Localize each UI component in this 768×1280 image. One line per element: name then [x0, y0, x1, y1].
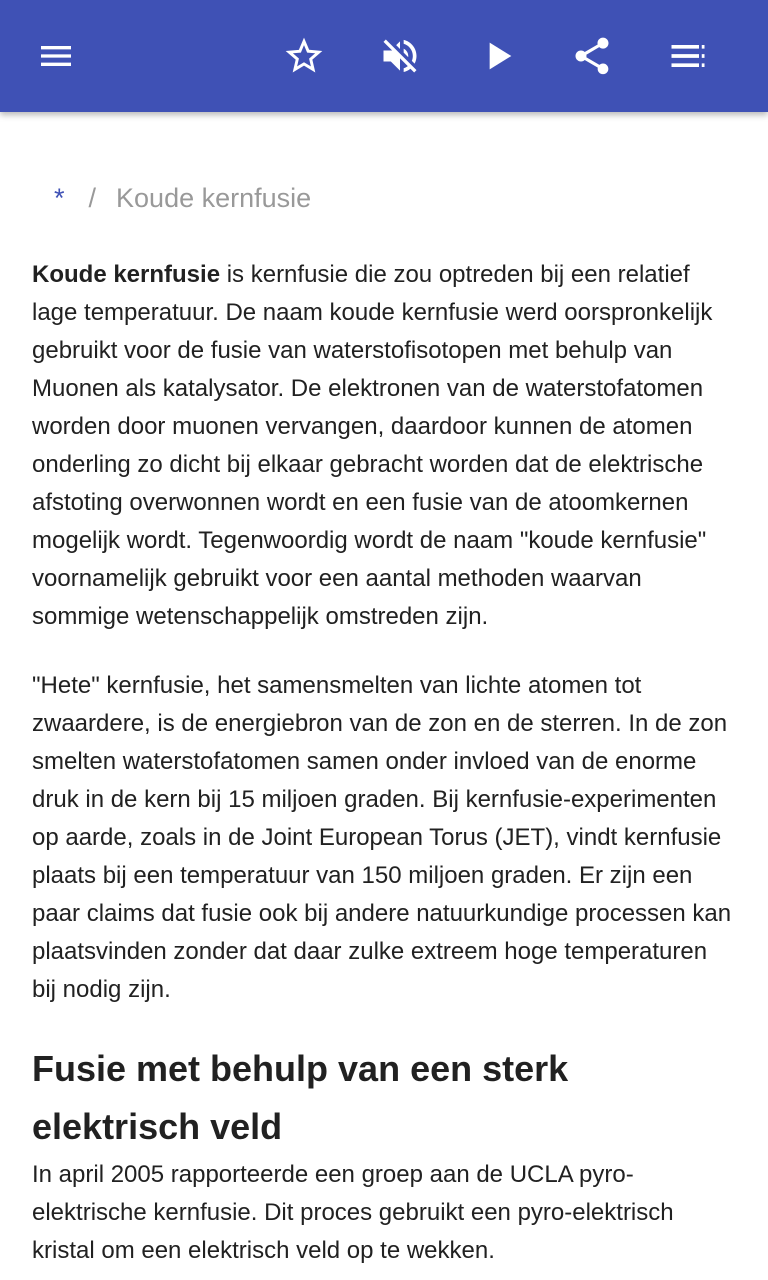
intro-paragraph	[32, 256, 736, 636]
table-of-contents-button[interactable]	[660, 28, 716, 84]
star-outline-icon	[282, 34, 326, 78]
play-icon	[478, 36, 518, 76]
mute-button[interactable]	[372, 28, 428, 84]
breadcrumb-home-link[interactable]: *	[54, 183, 65, 213]
play-button[interactable]	[470, 28, 526, 84]
favorite-button[interactable]	[276, 28, 332, 84]
section-heading: Fusie met behulp van een sterk elektrisch veld	[32, 1048, 569, 1147]
breadcrumb-current: Koude kernfusie	[116, 183, 312, 213]
breadcrumb-separator: /	[88, 183, 97, 213]
share-button[interactable]	[564, 28, 620, 84]
paragraph-electric-field: In april 2005 rapporteerde een groep aan de UCLA pyro-elektrische kernfusie. Dit proces gebruikt een pyro-elektrisch kristal om een elektrisch veld op te wekken.	[32, 1161, 674, 1264]
article-content	[0, 112, 768, 1280]
share-icon	[570, 34, 614, 78]
article-body	[32, 256, 736, 1280]
app-toolbar	[0, 0, 768, 112]
playlist-icon	[666, 34, 710, 78]
breadcrumb	[32, 178, 311, 218]
paragraph-hot-fusion: "Hete" kernfusie, het samensmelten van lichte atomen tot zwaardere, is de energiebron van de zon en de sterren. In de zon smelten waterstofatomen samen onder invloed van de enorme druk in de kern bij 15 miljoen graden. Bij kernfusie-experimenten op aarde, zoals in de Joint European Torus (JET), vindt kernfusie plaats bij een temperatuur van 150 miljoen graden. Er zijn een paar claims dat fusie ook bij andere natuurkundige processen kan plaatsvinden zonder dat daar zulke extreem hoge temperaturen bij nodig zijn.	[32, 672, 732, 1003]
intro-term: Koude kernfusie	[32, 261, 221, 288]
intro-text: is kernfusie die zou optreden bij een relatief lage temperatuur. De naam koude kernfusie werd oorspronkelijk gebruikt voor de fusie van waterstofisotopen met behulp van Muonen als katalysator. De elektronen van de waterstofatomen worden door muonen vervangen, daardoor kunnen de atomen onderling zo dicht bij elkaar gebracht worden dat de elektrische afstoting overwonnen wordt en een fusie van de atoomkernen mogelijk wordt. Tegenwoordig wordt de naam "koude kernfusie" voornamelijk gebruikt voor een aantal methoden waarvan sommige wetenschappelijk omstreden zijn.	[32, 261, 713, 630]
volume-off-icon	[378, 34, 422, 78]
menu-icon	[36, 36, 76, 76]
menu-button[interactable]	[28, 28, 84, 84]
